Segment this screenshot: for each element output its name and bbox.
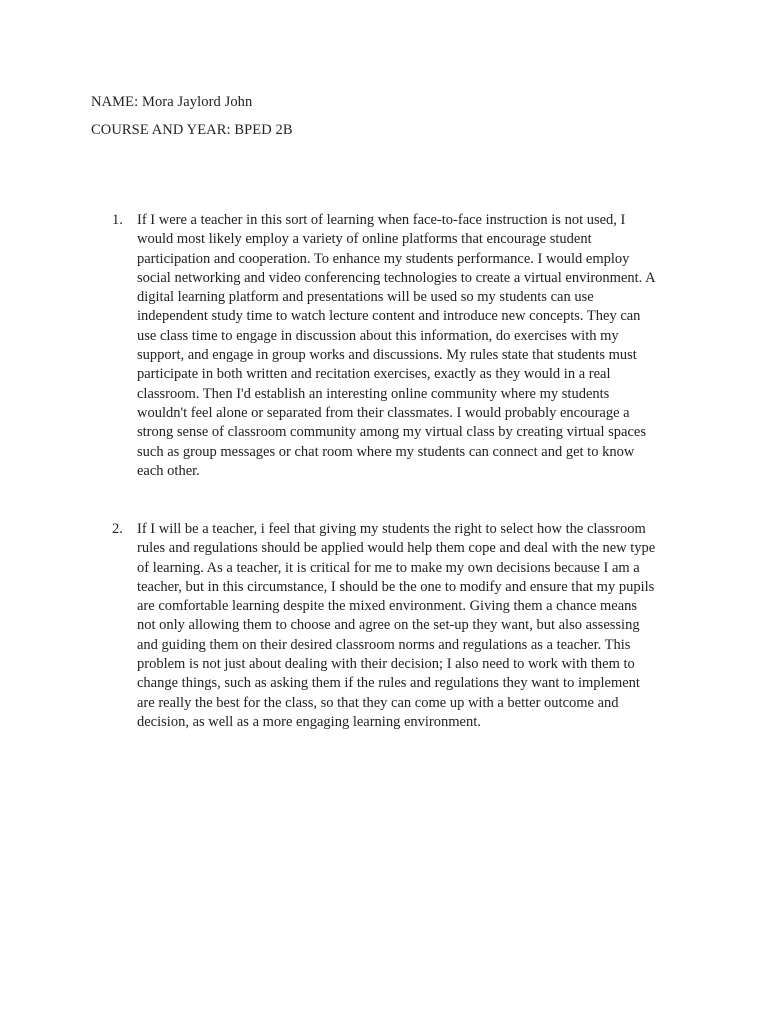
answer-line: independent study time to watch lecture content and introduce new concepts. They can [137, 308, 641, 325]
answer-number: 1. [112, 212, 123, 228]
answer-line: teacher, but in this circumstance, I should be the one to modify and ensure that my pupils [137, 578, 655, 595]
answer-number: 2. [112, 521, 123, 537]
answer-line: would most likely employ a variety of online platforms that encourage student [137, 231, 592, 248]
answer-line: wouldn't feel alone or separated from their classmates. I would probably encourage a [137, 404, 630, 421]
answer-line: social networking and video conferencing technologies to create a virtual environment. A [137, 269, 656, 286]
answer-line: change things, such as asking them if the rules and regulations they want to implement [137, 675, 640, 692]
answer-line: If I will be a teacher, i feel that giving my students the right to select how the classroom [137, 521, 646, 537]
answer-line: not only allowing them to choose and agree on the set-up they want, but also assessing [137, 617, 640, 634]
answer-line: support, and engage in group works and discussions. My rules state that students must [137, 347, 637, 364]
answer-line: If I were a teacher in this sort of learning when face-to-face instruction is not used, I [137, 212, 626, 228]
answer-line: and guiding them on their desired classroom norms and regulations as a teacher. This [137, 636, 631, 653]
answer-line: problem is not just about dealing with their decision; I also need to work with them to [137, 656, 635, 673]
answer-line: rules and regulations should be applied would help them cope and deal with the new type [137, 540, 656, 557]
answer-line: of learning. As a teacher, it is critical for me to make my own decisions because I am a [137, 559, 640, 576]
answer-text [137, 520, 693, 732]
student-name: NAME: Mora Jaylord John [91, 94, 253, 110]
answer-line: each other. [137, 462, 200, 479]
answer-line: classroom. Then I'd establish an interesting online community where my students [137, 385, 610, 402]
answer-line: strong sense of classroom community among my virtual class by creating virtual spaces [137, 424, 646, 441]
answer-line: decision, as well as a more engaging learning environment. [137, 713, 481, 730]
answer-line: participate in both written and recitation exercises, exactly as they would in a real [137, 366, 611, 383]
answer-text [137, 211, 693, 481]
answer-line: are comfortable learning despite the mixed environment. Giving them a chance means [137, 598, 638, 615]
answer-line: such as group messages or chat room where my students can connect and get to know [137, 443, 635, 460]
course-and-year: COURSE AND YEAR: BPED 2B [91, 122, 293, 138]
answer-line: use class time to engage in discussion about this information, do exercises with my [137, 327, 619, 344]
answer-line: participation and cooperation. To enhance my students performance. I would employ [137, 250, 630, 267]
answer-line: digital learning platform and presentations will be used so my students can use [137, 289, 594, 306]
answer-line: are really the best for the class, so that they can come up with a better outcome and [137, 694, 619, 711]
